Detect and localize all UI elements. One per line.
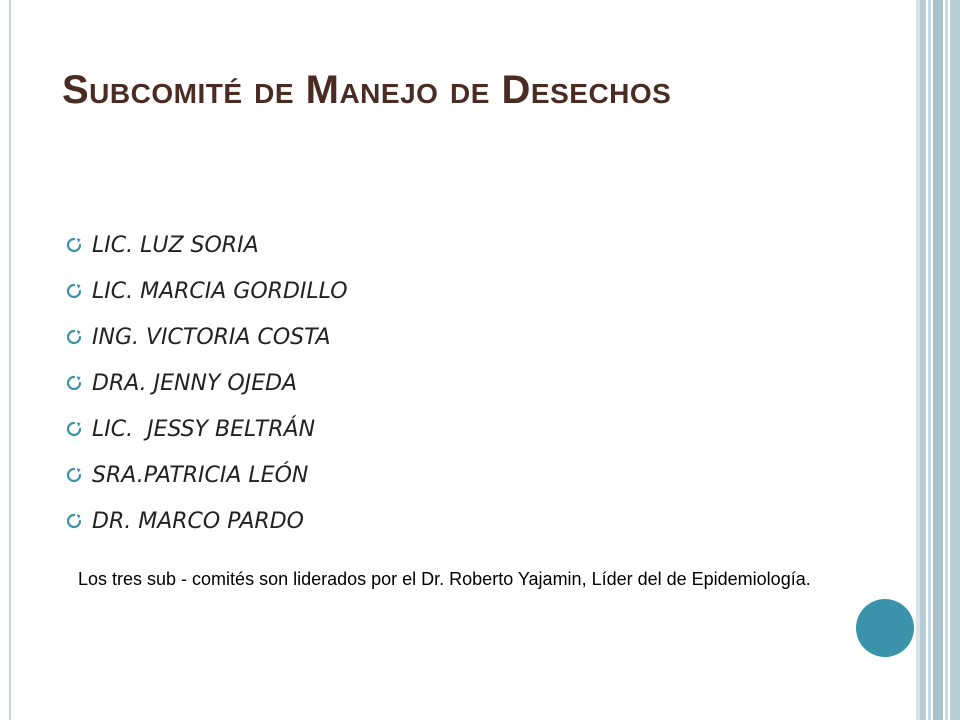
circle-arrow-bullet-icon	[66, 467, 82, 483]
circle-arrow-bullet-icon	[66, 375, 82, 391]
member-name: LIC. LUZ SORIA	[92, 232, 259, 258]
list-item	[66, 498, 348, 544]
right-decorative-stripes	[916, 0, 960, 720]
circle-arrow-bullet-icon	[66, 283, 82, 299]
circle-arrow-bullet-icon	[66, 421, 82, 437]
member-name: DR. MARCO PARDO	[92, 508, 304, 534]
member-name: SRA.PATRICIA LEÓN	[92, 462, 309, 488]
list-item	[66, 314, 348, 360]
circle-arrow-bullet-icon	[66, 513, 82, 529]
footnote-text: Los tres sub - comités son liderados por el Dr. Roberto Yajamin, Líder del de Epidemiología.	[78, 569, 811, 589]
slide-title: Subcomité de Manejo de Desechos	[62, 68, 672, 112]
list-item	[66, 268, 348, 314]
list-item	[66, 452, 348, 498]
member-name: LIC. MARCIA GORDILLO	[92, 278, 348, 304]
list-item	[66, 360, 348, 406]
list-item	[66, 222, 348, 268]
circle-arrow-bullet-icon	[66, 329, 82, 345]
list-item	[66, 406, 348, 452]
left-frame-border	[9, 0, 11, 720]
member-name: DRA. JENNY OJEDA	[92, 370, 298, 396]
member-name: ING. VICTORIA COSTA	[92, 324, 331, 350]
member-name: LIC. JESSY BELTRÁN	[92, 416, 316, 442]
decorative-circle	[856, 599, 914, 657]
member-list	[66, 222, 348, 544]
circle-arrow-bullet-icon	[66, 237, 82, 253]
